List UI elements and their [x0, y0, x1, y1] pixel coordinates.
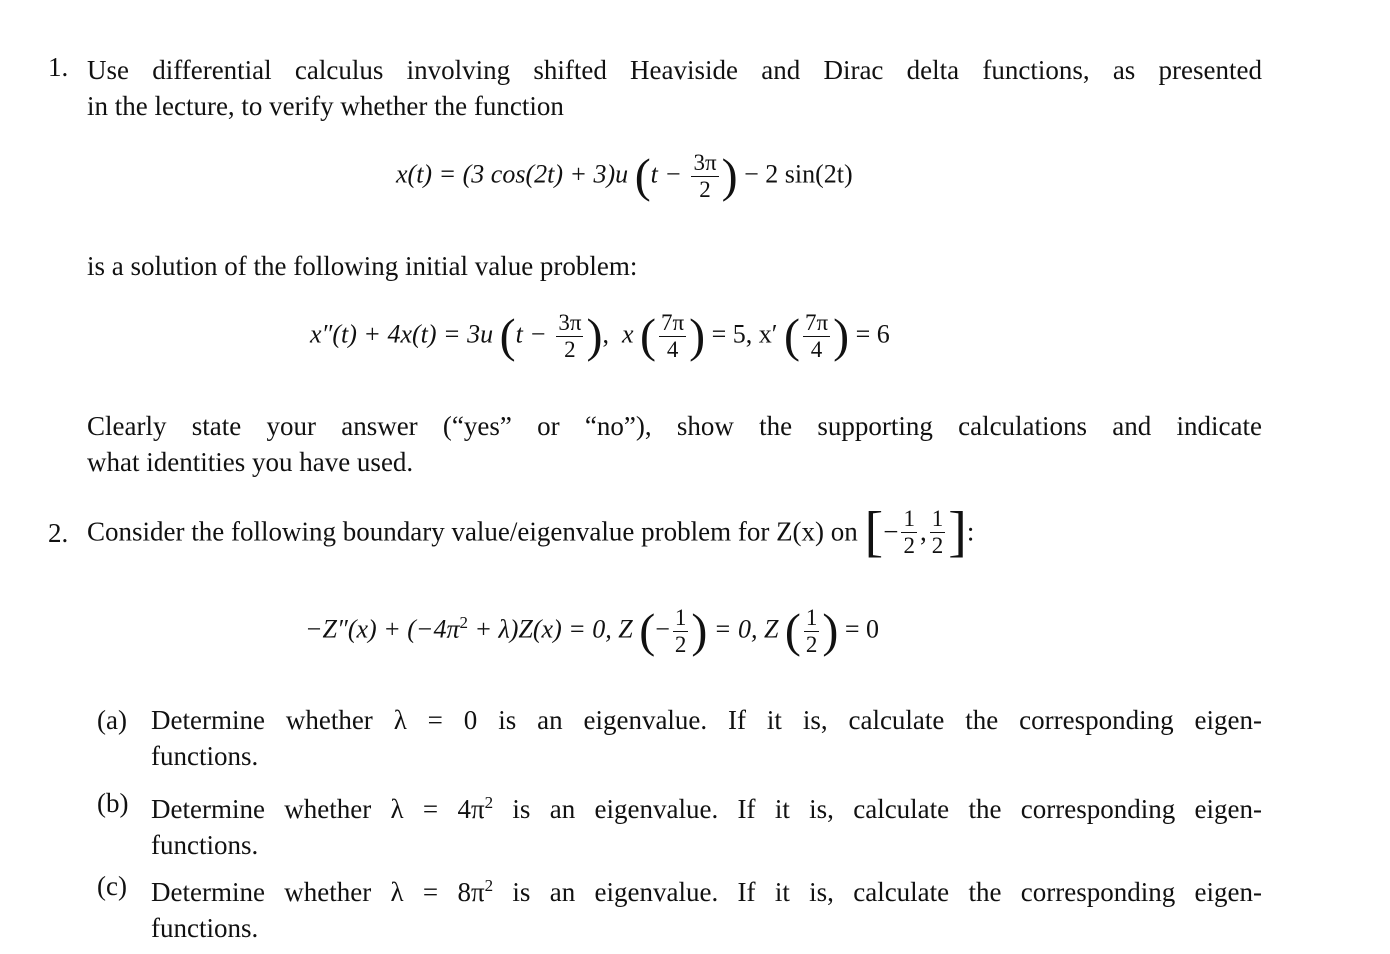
problem-1-number: 1.	[48, 52, 69, 82]
bc1-den: 2	[674, 632, 687, 657]
problem-1-intro	[87, 52, 1262, 124]
ivp-shift-num: 3π	[558, 310, 582, 335]
ivp-cond1-fn: x	[621, 319, 634, 349]
paren-close: )	[721, 149, 738, 203]
ivp-shift-den: 2	[564, 337, 576, 362]
ivp-cond1-fraction	[659, 310, 686, 363]
problem-2-intro	[87, 501, 975, 563]
ivp-cond1-num: 7π	[661, 310, 685, 335]
interval-left-fraction	[901, 506, 917, 559]
ivp-equation: x″(t) + 4x(t) = 3u (t − $\frac{3\pi}{2}$ ), x ( $\frac{7\pi}{4}$ ) = 5, x′ ( $\frac{7\pi}{4}$ ) = 6	[310, 309, 890, 363]
paren-open: (	[784, 604, 801, 658]
interval-minus: −	[883, 516, 899, 547]
interval-left-num: 1	[903, 505, 915, 531]
bc1-minus: −	[655, 614, 670, 644]
part-b-label: (b)	[97, 788, 129, 818]
ivp-lhs: x″(t) + 4x(t) = 3u	[310, 319, 494, 349]
ivp-cond2-fraction	[803, 310, 830, 363]
part-b-line2: functions.	[151, 830, 259, 860]
ivp-intro: is a solution of the following initial value problem:	[87, 251, 638, 281]
problem-2-number: 2.	[48, 518, 69, 548]
function-tail: − 2 sin(2t)	[744, 159, 853, 189]
paren-close: )	[691, 604, 708, 658]
part-c-label: (c)	[97, 871, 127, 901]
paren-open: (	[499, 309, 516, 363]
paren-open: (	[639, 604, 656, 658]
function-fraction-num: 3π	[693, 150, 717, 175]
ivp-cond2-val: = 6	[855, 319, 890, 349]
part-b-post: is an eigenvalue. If it is, calculate the corresponding eigen-	[493, 794, 1262, 824]
ivp-cond1-val: = 5, x′	[711, 319, 778, 349]
bc2-num: 1	[805, 605, 818, 630]
interval-comma: ,	[919, 516, 927, 547]
ivp-cond2-num: 7π	[804, 310, 829, 335]
paren-open: (	[783, 309, 800, 363]
part-c-pre: Determine whether λ = 8π	[151, 877, 485, 907]
ivp-cond1-den: 4	[666, 337, 679, 362]
paren-close: )	[833, 309, 850, 363]
interval-colon: :	[966, 516, 975, 547]
paren-open: (	[634, 149, 651, 203]
part-b-sup: 2	[484, 793, 494, 812]
ivp-shift-fraction	[556, 310, 583, 363]
function-equation	[396, 150, 853, 203]
paren-close: )	[586, 309, 603, 363]
paren-close: )	[689, 309, 706, 363]
bc1-fraction	[673, 605, 689, 658]
ivp-shift-var: t −	[515, 319, 547, 349]
bc1-num: 1	[674, 605, 687, 630]
bvp-mid: + λ)Z(x) = 0, Z	[474, 614, 633, 644]
function-shift-var: t −	[650, 159, 682, 189]
part-a-line1: Determine whether λ = 0 is an eigenvalue. If it is, calculate the corresponding eigen-	[151, 705, 1262, 735]
function-fraction	[691, 150, 718, 203]
problem-1-closing	[87, 408, 1262, 480]
bvp-equation	[305, 605, 879, 658]
bvp-lhs: −Z″(x) + (−4π	[305, 614, 460, 644]
bc2-val: = 0	[844, 614, 880, 644]
paren-open: (	[640, 309, 656, 363]
bc2-den: 2	[805, 632, 818, 657]
part-a-label: (a)	[97, 705, 127, 735]
function-label: x(t) = (3 cos(2t) + 3)u	[396, 159, 629, 189]
part-a-line2: functions.	[151, 741, 259, 771]
ivp-cond2-den: 4	[810, 337, 823, 362]
bracket-open: [	[864, 501, 884, 563]
problem-1-intro-line1: Use differential calculus involving shifted Heaviside and Dirac delta functions, as presented	[87, 55, 1262, 85]
problem-1-intro-line2: in the lecture, to verify whether the function	[87, 91, 564, 121]
interval-right-fraction	[930, 506, 946, 559]
bvp-sup: 2	[459, 612, 468, 632]
part-b-text	[151, 785, 1262, 863]
part-b-line1	[151, 785, 1262, 827]
closing-line2: what identities you have used.	[87, 447, 414, 477]
part-a-text	[151, 702, 1262, 774]
part-b-pre: Determine whether λ = 4π	[151, 794, 485, 824]
part-c-line1	[151, 868, 1262, 910]
paren-close: )	[822, 604, 839, 658]
closing-line1: Clearly state your answer (“yes” or “no”), show the supporting calculations and indicate	[87, 411, 1262, 441]
interval-right-den: 2	[931, 532, 944, 558]
bc1-val: = 0, Z	[713, 614, 779, 644]
part-c-sup: 2	[484, 876, 494, 895]
part-c-text	[151, 868, 1262, 946]
bc2-fraction	[804, 605, 820, 658]
function-fraction-den: 2	[699, 177, 711, 202]
bracket-close: ]	[948, 501, 967, 563]
problem-2-intro-text: Consider the following boundary value/eigenvalue problem for Z(x) on	[87, 516, 858, 547]
part-c-line2: functions.	[151, 913, 259, 943]
interval-left-den: 2	[903, 532, 915, 558]
interval-right-num: 1	[931, 505, 944, 531]
part-c-post: is an eigenvalue. If it is, calculate the corresponding eigen-	[493, 877, 1262, 907]
